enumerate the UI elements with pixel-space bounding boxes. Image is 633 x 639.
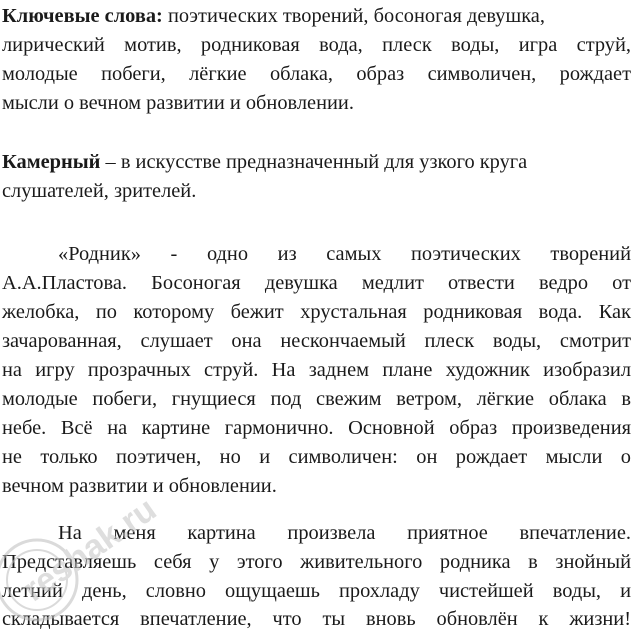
essay-p1-line-4: зачарованная, слушает она нескончаемый плеск воды, смотрит [2,330,631,352]
definition-line-1 [2,148,527,177]
keywords-line-2: лирический мотив, родниковая вода, плеск воды, игра струй, [2,34,631,56]
definition-term: Камерный [2,151,101,173]
keywords-text-1: поэтических творений, босоногая девушка, [167,5,545,27]
keywords-label: Ключевые слова: [2,5,163,27]
essay-p1-line-7: небе. Всё на картине гармонично. Основной образ произведения [2,417,631,439]
definition-line-2: слушателей, зрителей. [2,180,197,202]
essay-p1-line-3: желобка, по которому бежит хрустальная родниковая вода. Как [2,301,631,323]
watermark-text: reshak.ru [16,490,164,609]
essay-p2-line-4: складывается впечатление, что ты вновь обновлён к жизни! [2,608,631,630]
keywords-line-1 [2,2,631,31]
essay-p1-line-1: «Родник» - одно из самых поэтических творений [58,243,631,265]
essay-p2-line-1: На меня картина произвела приятное впечатление. [58,522,631,544]
essay-p1-line-8: не только поэтичен, но и символичен: он рождает мысли о [2,446,631,468]
essay-p1-line-6: молодые побеги, гнущиеся под свежим ветром, лёгкие облака в [2,388,631,410]
essay-p1-line-2: А.А.Пластова. Босоногая девушка медлит отвести ведро от [2,272,631,294]
keywords-line-3: молодые побеги, лёгкие облака, образ символичен, рождает [2,63,631,85]
essay-p2-line-2: Представляешь себя у этого живительного родника в знойный [2,551,631,573]
essay-p2-line-3: летний день, словно ощущаешь прохладу чистейшей воды, и [2,580,631,602]
essay-p1-line-5: на игру прозрачных струй. На заднем плане художник изобразил [2,359,631,381]
definition-text-1: – в искусстве предназначенный для узкого круга [105,151,528,173]
essay-p1-line-9: вечном развитии и обновлении. [2,475,277,497]
keywords-line-4: мысли о вечном развитии и обновлении. [2,92,354,114]
